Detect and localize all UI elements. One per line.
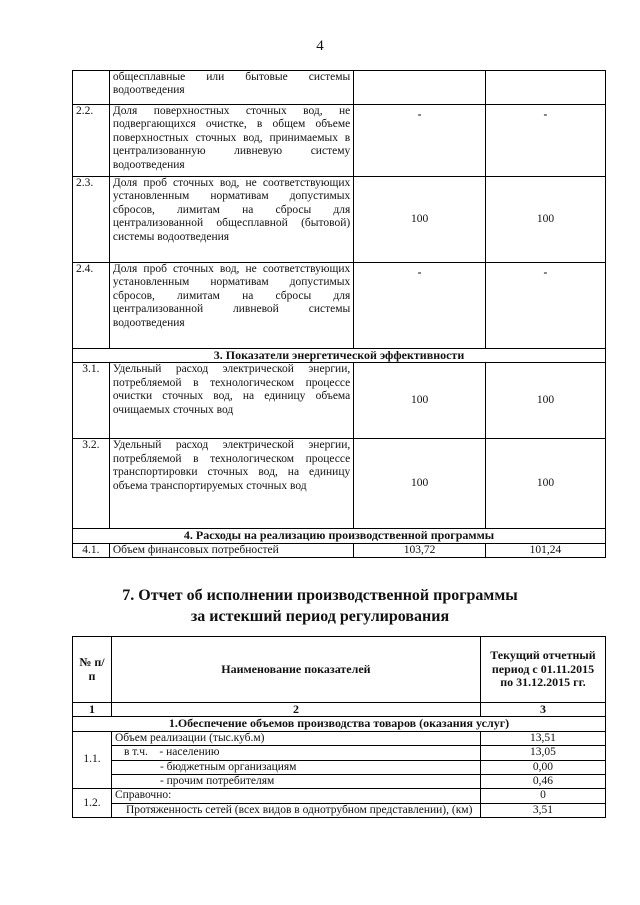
row-number: 1.2. <box>73 789 112 818</box>
row-number: 2.3. <box>73 177 110 263</box>
row-number: 4.1. <box>73 543 110 557</box>
row-number <box>73 71 110 105</box>
table-row <box>73 803 606 817</box>
header-num: № п/п <box>73 637 112 703</box>
table-row <box>73 789 606 803</box>
value-actual: 100 <box>485 177 605 263</box>
value-planned: - <box>354 263 486 349</box>
value-planned: - <box>354 105 486 177</box>
indicator-name: Доля поверхностных сточных вод, не подвергающихся очистке, в общем объеме поверхностных сточных вод, принимаемых в централизованную ливневую систему водоотведения <box>109 105 353 177</box>
index-cell: 1 <box>73 703 112 717</box>
indicator-value: 0 <box>480 789 605 803</box>
report-title-line1: 7. Отчет об исполнении производственной программы <box>122 587 518 604</box>
value-actual: 101,24 <box>485 543 605 557</box>
section-row <box>73 717 606 731</box>
row-number: 3.1. <box>73 363 110 439</box>
section-heading: 1.Обеспечение объемов производства товаров (оказания услуг) <box>73 717 606 731</box>
table-row <box>73 760 606 774</box>
index-row <box>73 703 606 717</box>
report-title-line2: за истекший период регулирования <box>190 608 450 625</box>
value-actual: - <box>485 105 605 177</box>
indicator-name: Доля проб сточных вод, не соответствующих установленным нормативам допустимых сбросов, лимитам на сбросы для централизованной общесплавной (бытовой) системы водоотведения <box>109 177 353 263</box>
indicator-name: - бюджетным организациям <box>111 760 480 774</box>
section-row <box>73 349 606 363</box>
indicator-name: Объем финансовых потребностей <box>109 543 353 557</box>
index-cell: 2 <box>111 703 480 717</box>
header-row <box>73 637 606 703</box>
indicator-value: 3,51 <box>480 803 605 817</box>
header-period: Текущий отчетный период с 01.11.2015 по 31.12.2015 гг. <box>480 637 605 703</box>
table-row <box>73 439 606 529</box>
value-planned: 100 <box>354 439 486 529</box>
section-heading: 4. Расходы на реализацию производственной программы <box>73 529 606 543</box>
table-row <box>73 105 606 177</box>
indicators-table <box>72 70 606 558</box>
header-name: Наименование показателей <box>111 637 480 703</box>
indicator-value: 0,00 <box>480 760 605 774</box>
indicator-name: Протяженность сетей (всех видов в однотрубном представлении), (км) <box>111 803 480 817</box>
table-row <box>73 263 606 349</box>
table-row <box>73 363 606 439</box>
table-row <box>73 543 606 557</box>
row-number: 2.4. <box>73 263 110 349</box>
row-number: 3.2. <box>73 439 110 529</box>
table-row <box>73 746 606 760</box>
indicator-name: Объем реализации (тыс.куб.м) <box>111 731 480 745</box>
report-table <box>72 636 606 818</box>
value-planned: 100 <box>354 363 486 439</box>
section-heading: 3. Показатели энергетической эффективности <box>73 349 606 363</box>
indicator-name: - прочим потребителям <box>111 775 480 789</box>
indicator-value: 13,05 <box>480 746 605 760</box>
section-row <box>73 529 606 543</box>
table-row <box>73 775 606 789</box>
value-actual: 100 <box>485 439 605 529</box>
value-actual: - <box>485 263 605 349</box>
value-planned: 103,72 <box>354 543 486 557</box>
value-actual: 100 <box>485 363 605 439</box>
indicator-name: Удельный расход электрической энергии, потребляемой в технологическом процессе очистки сточных вод, на единицу объема очищаемых сточных вод <box>109 363 353 439</box>
indicator-name: общесплавные или бытовые системы водоотведения <box>109 71 353 105</box>
indicator-name: Удельный расход электрической энергии, потребляемой в технологическом процессе транспортировки сточных вод, на единицу объема транспортируемых сточных вод <box>109 439 353 529</box>
indicator-value: 0,46 <box>480 775 605 789</box>
indicator-value: 13,51 <box>480 731 605 745</box>
value-planned: 100 <box>354 177 486 263</box>
table-row <box>73 71 606 105</box>
value-actual <box>485 71 605 105</box>
row-number: 1.1. <box>73 731 112 789</box>
value-planned <box>354 71 486 105</box>
index-cell: 3 <box>480 703 605 717</box>
indicator-name: Доля проб сточных вод, не соответствующих установленным нормативам допустимых сбросов, лимитам на сбросы для централизованной ливневой системы водоотведения <box>109 263 353 349</box>
table-row <box>73 731 606 745</box>
report-title <box>0 585 640 627</box>
page-number: 4 <box>316 38 324 54</box>
indicator-name: Справочно: <box>111 789 480 803</box>
row-number: 2.2. <box>73 105 110 177</box>
indicator-name: в т.ч. - населению <box>111 746 480 760</box>
table-row <box>73 177 606 263</box>
